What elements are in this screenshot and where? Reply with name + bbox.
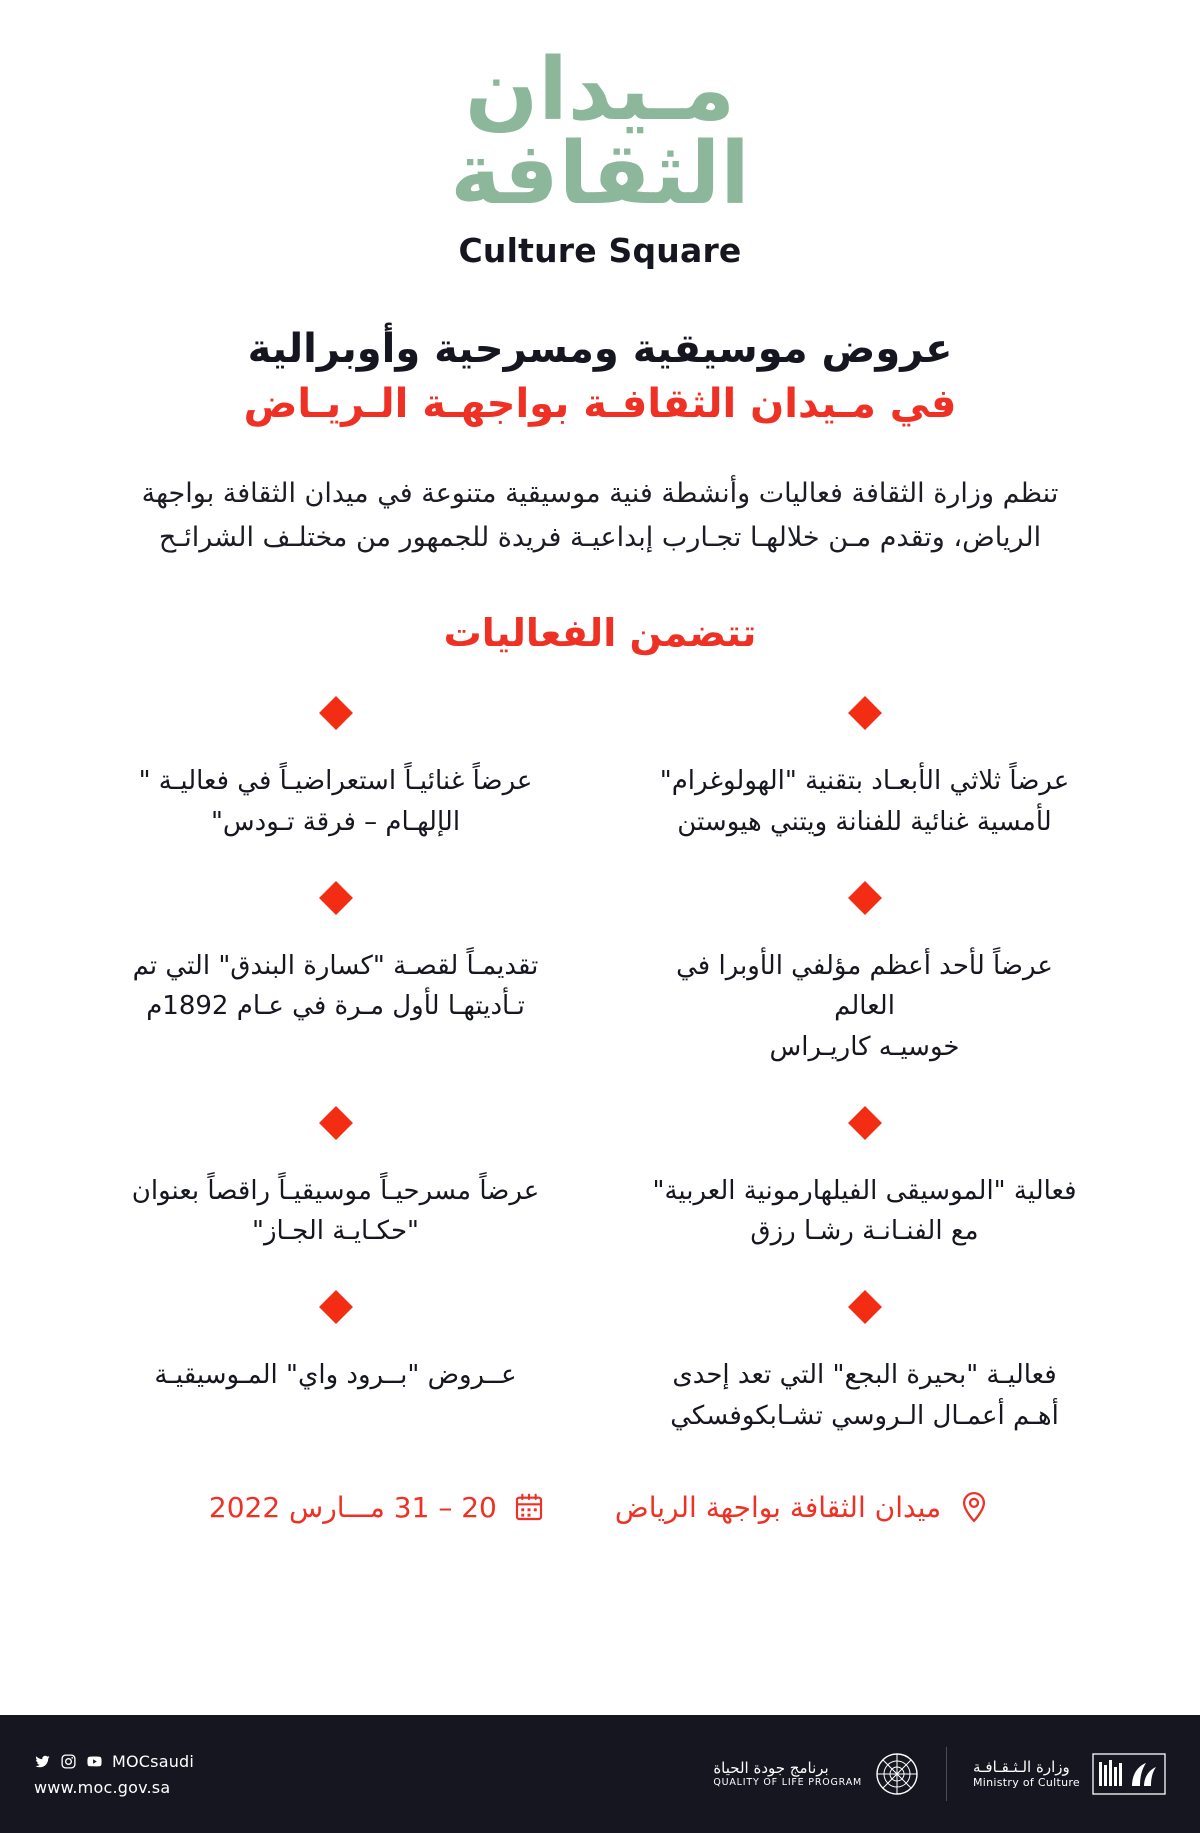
location-text: ميدان الثقافة بواجهة الرياض <box>614 1490 942 1524</box>
event-item <box>100 1295 571 1480</box>
date-info <box>209 1491 545 1524</box>
event-line-2: الإلهـام – فرقة تـودس" <box>210 806 461 837</box>
diamond-bullet-icon <box>848 1290 882 1324</box>
event-line-1: عرضاً لأحد أعظم مؤلفي الأوبرا في العالم <box>676 950 1053 1022</box>
event-line-1: فعالية "الموسيقى الفيلهارمونية العربية" <box>652 1175 1077 1206</box>
event-item <box>629 1295 1100 1480</box>
quality-of-life-text <box>713 1760 862 1789</box>
qol-english: QUALITY OF LIFE PROGRAM <box>713 1777 862 1789</box>
event-text <box>652 1171 1076 1252</box>
logo-english: Culture Square <box>458 230 742 270</box>
location-info <box>615 1490 991 1524</box>
diamond-bullet-icon <box>848 1106 882 1140</box>
date-text: 20 – 31 مـــارس 2022 <box>208 1490 497 1524</box>
event-text <box>139 761 533 842</box>
location-pin-icon <box>957 1490 991 1524</box>
footer-bar <box>0 1715 1200 1833</box>
ministry-english: Ministry of Culture <box>973 1776 1080 1790</box>
event-line-2: "حكـايـة الجـاز" <box>252 1216 419 1247</box>
event-line-2: مع الفنـانـة رشـا رزق <box>750 1216 979 1247</box>
event-line-2: لأمسية غنائية للفنانة ويتني هيوستن <box>677 806 1052 837</box>
quality-of-life-logo <box>713 1751 920 1797</box>
event-line-2: خوسيـه كاريـراس <box>769 1031 960 1062</box>
info-bar <box>0 1490 1200 1524</box>
headline-line-1: عروض موسيقية ومسرحية وأوبرالية <box>247 325 953 372</box>
event-line-2: تـأديتهـا لأول مـرة في عـام 1892م <box>146 991 525 1022</box>
diamond-bullet-icon <box>848 881 882 915</box>
event-item <box>100 1111 571 1296</box>
qol-arabic: برنامج جودة الحياة <box>713 1758 829 1777</box>
intro-paragraph <box>85 472 1115 559</box>
diamond-bullet-icon <box>319 696 353 730</box>
website-url[interactable]: www.moc.gov.sa <box>34 1777 171 1797</box>
event-line-1: تقديمـاً لقصـة "كسارة البندق" التي تم <box>132 950 539 981</box>
logo-arabic-line1: مـيدان <box>464 40 736 140</box>
ministry-of-culture-logo <box>973 1748 1166 1800</box>
ministry-text <box>973 1758 1080 1789</box>
section-title: تتضمن الفعاليات <box>443 611 757 656</box>
event-text <box>670 1355 1059 1436</box>
diamond-bullet-icon <box>319 881 353 915</box>
logo-arabic-line2: الثقافة <box>450 124 750 225</box>
event-text <box>133 946 539 1027</box>
youtube-icon[interactable] <box>86 1753 103 1770</box>
event-line-1: عرضاً غنائيـاً استعراضيـاً في فعاليـة " <box>138 766 533 797</box>
event-item <box>629 701 1100 886</box>
instagram-icon[interactable] <box>60 1753 77 1770</box>
footer-divider <box>946 1747 947 1801</box>
intro-line-2: الرياض، وتقدم مـن خلالهـا تجـارب إبداعيـة فريدة للجمهور من مختلـف الشرائـح <box>158 521 1042 553</box>
calendar-icon <box>513 1491 545 1523</box>
event-line-1: فعاليـة "بحيرة البجع" التي تعد إحدى <box>672 1360 1057 1391</box>
headline <box>0 322 1200 432</box>
event-text <box>645 946 1085 1067</box>
diamond-bullet-icon <box>319 1290 353 1324</box>
twitter-icon[interactable] <box>34 1753 51 1770</box>
social-handles-row <box>34 1752 194 1771</box>
quality-of-life-emblem-icon <box>874 1751 920 1797</box>
events-grid <box>100 701 1100 1480</box>
event-item <box>100 886 571 1111</box>
event-item <box>100 701 571 886</box>
ministry-arabic: وزارة الـثـقـافـة <box>973 1758 1070 1777</box>
social-handle-text: MOCsaudi <box>112 1751 195 1771</box>
event-item <box>629 886 1100 1111</box>
event-text <box>132 1171 539 1252</box>
event-text <box>660 761 1070 842</box>
brand-logos <box>713 1747 1166 1801</box>
event-line-1: عرضاً ثلاثي الأبعـاد بتقنية "الهولوغرام" <box>659 766 1070 797</box>
headline-line-2: في مـيدان الثقافـة بواجهـة الـريـاض <box>243 380 957 427</box>
event-line-2: أهـم أعمـال الـروسي تشـابكوفسكي <box>670 1400 1059 1431</box>
diamond-bullet-icon <box>848 696 882 730</box>
social-block <box>34 1752 194 1797</box>
event-item <box>629 1111 1100 1296</box>
ministry-of-culture-emblem-icon <box>1092 1748 1166 1800</box>
event-line-1: عــروض "بــرود واي" المـوسيقيـة <box>154 1360 517 1391</box>
intro-line-1: تنظم وزارة الثقافة فعاليات وأنشطة فنية موسيقية متنوعة في ميدان الثقافة بواجهة <box>141 477 1059 509</box>
event-line-1: عرضاً مسرحيـاً موسيقيـاً راقصاً بعنوان <box>131 1175 540 1206</box>
logo-arabic <box>0 40 1200 225</box>
diamond-bullet-icon <box>319 1106 353 1140</box>
event-text <box>154 1355 516 1395</box>
culture-square-logo <box>0 40 1200 270</box>
